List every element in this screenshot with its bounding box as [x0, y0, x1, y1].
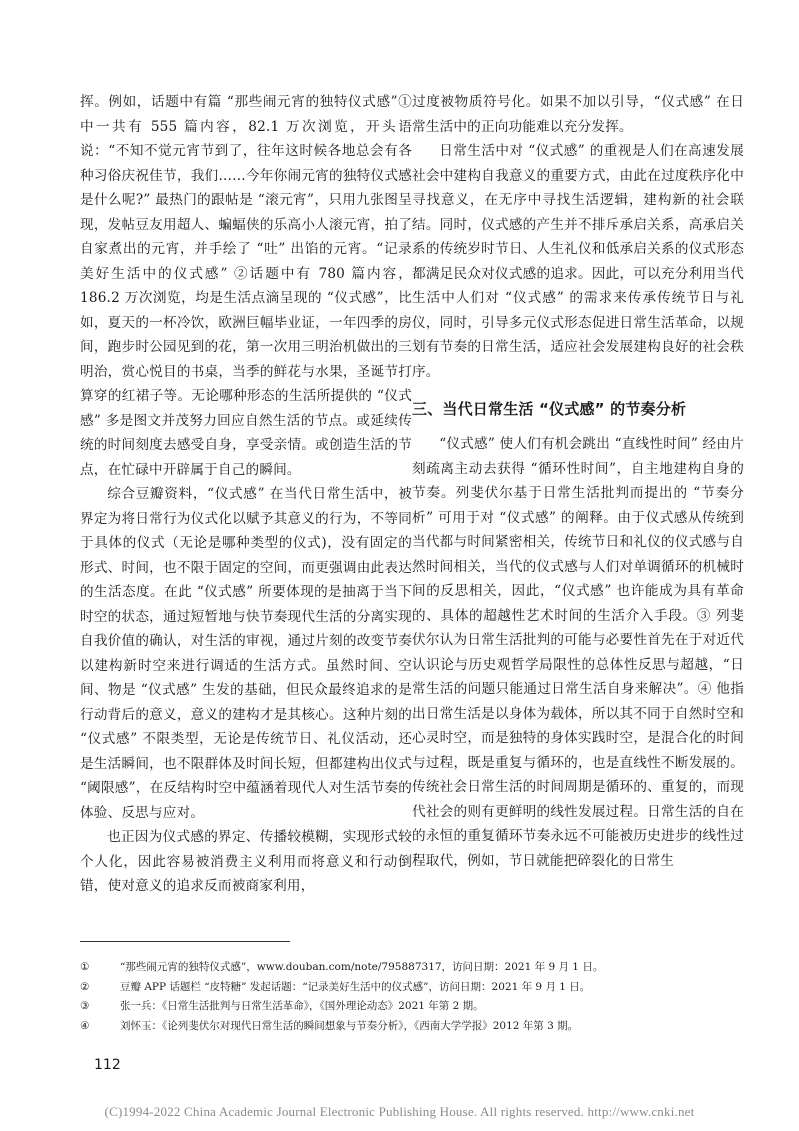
paragraph: 挥。例如，话题中有篇 “那些闹元宵的独特仪式感”① 中一共有 555 篇内容，82.1 万次浏览，开头语说：“不知不觉元宵节到了，往年这时候各地总会有各种习俗庆祝佳节，我们……今年你闹元宵的独特仪式感是什么呢?” 最热门的跟帖是 “滚元宵”，只用九张图呈现，发帖豆友用超人、蝙蝠侠的乐高小人滚元宵，拍了自家煮出的元宵，并手绘了 “吐” 出馅的元宵。“记录美好生活中的仪式感” ②话题中有 780 篇内容，186.2 万次浏览，均是生活点滴呈现的 “仪式感”，比如，夏天的一杯冷饮，欧洲巨幅毕业证，一年四季的房间，跑步时公园见到的花，第一次用三明治机做出的三明治，赏心悦目的书桌，当季的鲜花与水果，圣诞节打算穿的红裙子等。无论哪种形态的生活所提供的 “仪式感” 多是图文并茂努力回应自然生活的节点。或延续传统的时间刻度去感受自身，享受亲情。或创造生活的节点，在忙碌中开辟属于自己的瞬间。	[80, 94, 412, 478]
paragraph: “仪式感” 使人们有机会跳出 “直线性时间” 经由片刻疏离主动去获得 “循环性时间”，自主地建构自身的节奏。列斐伏尔基于日常生活批判而提出的 “节奏分析” 可用于对 “仪式感” 的阐释。由于仪式感从传统到当代都与时间紧密相关，传统节日和礼仪的仪式感与自然时间相关，当代的仪式感与人们对单调循环的机械时间的反思相关，因此，“仪式感” 也许能成为具有革命的、具体的超越性艺术时间的生活介入手段。③ 列斐伏尔认为日常生活批判的可能与必要性首先在于对近代认识论与历史观哲学局限性的总体性反思与超越，“日常生活的问题只能通过日常生活自身来解决”。④ 他指出日常生活是以身体为载体，所以其不同于自然时空和心灵时空，而是独特的身体实践时空，是混合化的时间与过程，既是重复与循环的，也是直线性不断发展的。传统社会日常生活的时间周期是循环的、重复的，而现代社会的则有更鲜明的线性发展过程。日常生活的自在的永恒的重复循环节奏永远不可能被历史进步的线性过程取代，例如，节日就能把碎裂化的日常生	[412, 436, 744, 869]
footnote	[80, 997, 730, 1017]
footnotes	[80, 958, 730, 1036]
footnote-number: ③	[80, 1000, 90, 1012]
footnote-number: ②	[80, 980, 90, 993]
paragraph: 综合豆瓣资料，“仪式感” 在当代日常生活中，被界定为将日常行为仪式化以赋予其意义的行为，不等同于具体的仪式（无论是哪种类型的仪式)，没有固定的形式、时间，也不限于固定的空间，而更强调由此表达的生活态度。在此 “仪式感” 所要体现的是抽离于当下时空的状态，通过短暂地与快节奏现代生活的分离实现自我价值的确认，对生活的审视，通过片刻的改变节奏以建构新时空来进行调适的生活方式。虽然时间、空间、物是 “仪式感” 生发的基础，但民众最终追求的是行动背后的意义，意义的建构才是其核心。这种片刻的 “仪式感” 不限类型，无论是传统节日、礼仪活动，还是生活瞬间，也不限群体及时间长短，但都建构出仪式 “阈限感”，在反结构时空中蕴涵着现代人对生活节奏的体验、反思与应对。	[80, 486, 412, 821]
footnote-number: ④	[80, 1019, 90, 1032]
footnote-divider	[80, 941, 290, 942]
footnote-text: “那些闹元宵的独特仪式感”，www.douban.com/note/795887317，访问日期：2021 年 9 月 1 日。	[120, 961, 604, 973]
footnote-number: ①	[80, 961, 90, 973]
footnote-text: 豆瓣 APP 话题栏 “皮特糖” 发起话题：“记录美好生活中的仪式感”，访问日期：2021 年 9 月 1 日。	[120, 980, 591, 993]
paragraph: 过度被物质符号化。如果不加以引导，“仪式感” 在日常生活中的正向功能难以充分发挥。	[412, 94, 744, 135]
page-number: 112	[94, 1057, 121, 1073]
footnote	[80, 1017, 730, 1037]
footnote	[80, 978, 730, 998]
footnote-text: 张一兵：《日常生活批判与日常生活革命》，《国外理论动态》2021 年第 2 期。	[120, 1000, 484, 1012]
footnote-text: 刘怀玉：《论列斐伏尔对现代日常生活的瞬间想象与节奏分析》，《西南大学学报》2012 年第 3 期。	[120, 1019, 579, 1032]
paragraph: 也正因为仪式感的界定、传播较模糊，实现形式较个人化，因此容易被消费主义利用而将意义和行动倒错，使对意义的追求反而被商家利用，	[80, 829, 412, 894]
footnote	[80, 958, 730, 978]
copyright-notice: (C)1994-2022 China Academic Journal Electronic Publishing House. All rights reserved. http://www.cnki.net	[104, 1104, 695, 1119]
section-heading: 三、当代日常生活 “仪式感” 的节奏分析	[412, 400, 687, 418]
paragraph: 日常生活中对 “仪式感” 的重视是人们在高速发展社会中建构自我意义的重要方式，由此在过度秩序化中寻找意义，在无序中寻找生活逻辑，建构新的社会联结。同时，仪式感的产生并不排斥承启关系，高承启关系的传统岁时节日、人生礼仪和低承启关系的仪式形态都满足民众对仪式感的追求。因此，可以充分利用当代生活中人们对 “仪式感” 的需求来传承传统节日与礼仪，同时，引导多元仪式形态促进日常生活革命，以规划有节奏的日常生活，适应社会发展建构良好的社会秩序。	[412, 143, 744, 380]
left-column	[80, 90, 412, 899]
right-column	[412, 90, 744, 873]
